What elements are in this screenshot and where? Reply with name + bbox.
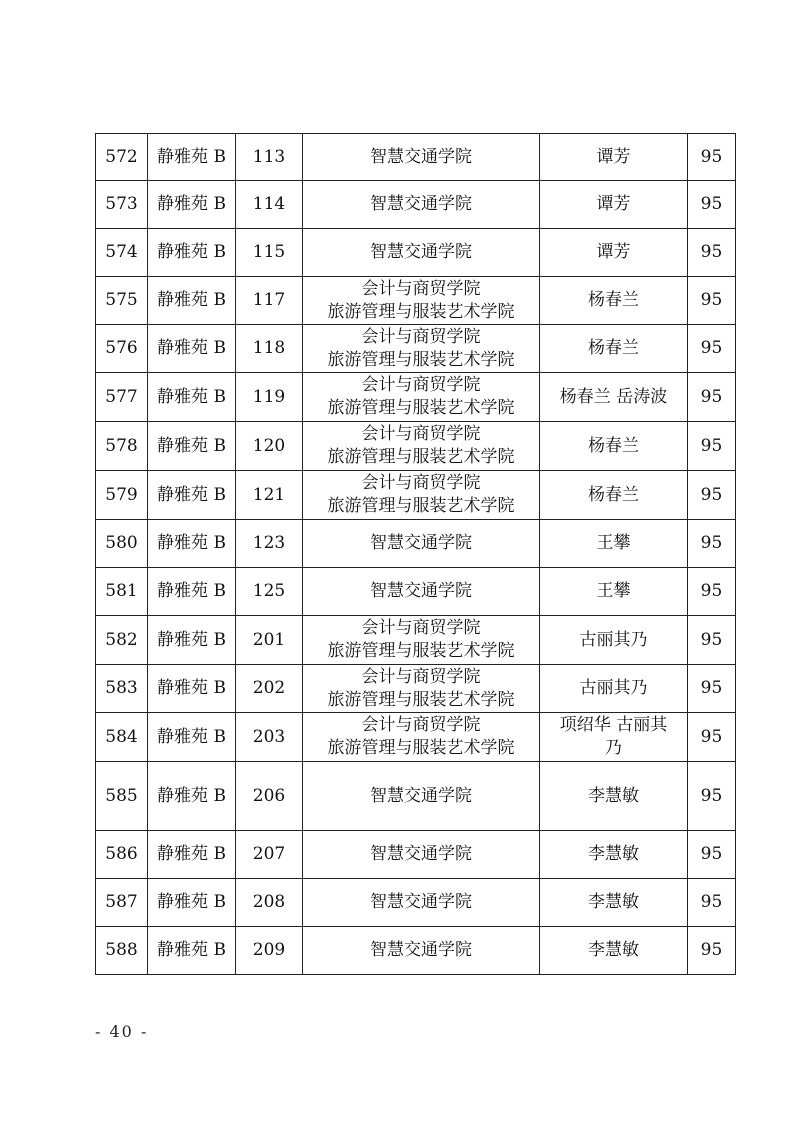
cell-number: 582 (96, 616, 148, 665)
cell-person-line: 杨春兰 (588, 484, 639, 505)
cell-room: 113 (236, 134, 303, 181)
cell-college-line: 旅游管理与服装艺术学院 (327, 301, 515, 322)
cell-college (303, 713, 540, 762)
cell-room: 202 (236, 665, 303, 713)
cell-score: 95 (688, 229, 736, 277)
cell-number: 584 (96, 713, 148, 762)
cell-room: 209 (236, 927, 303, 975)
cell-person (540, 713, 688, 762)
table-row (96, 277, 736, 325)
cell-building: 静雅苑 B (148, 616, 236, 665)
cell-college (303, 665, 540, 713)
cell-college-line: 智慧交通学院 (370, 844, 472, 864)
cell-college-line: 旅游管理与服装艺术学院 (327, 641, 515, 661)
cell-number: 583 (96, 665, 148, 713)
cell-building: 静雅苑 B (148, 713, 236, 762)
cell-number: 574 (96, 229, 148, 277)
cell-person-line: 王攀 (596, 533, 631, 553)
table-row (96, 762, 736, 831)
cell-college-line: 智慧交通学院 (370, 892, 472, 912)
cell-person-line: 王攀 (596, 581, 631, 601)
cell-score: 95 (688, 665, 736, 713)
cell-person (540, 568, 688, 616)
table-row (96, 181, 736, 229)
cell-person-line: 李慧敏 (588, 844, 639, 864)
cell-number: 576 (96, 325, 148, 373)
cell-person (540, 616, 688, 665)
table-row (96, 568, 736, 616)
cell-number: 586 (96, 831, 148, 879)
cell-room: 115 (236, 229, 303, 277)
table-row (96, 665, 736, 713)
cell-score: 95 (688, 879, 736, 927)
cell-room: 118 (236, 325, 303, 373)
cell-number: 585 (96, 762, 148, 831)
cell-person-line: 李慧敏 (588, 892, 639, 912)
cell-person-line: 谭芳 (596, 146, 631, 167)
cell-number: 577 (96, 373, 148, 422)
table-row (96, 520, 736, 568)
cell-score: 95 (688, 616, 736, 665)
cell-college (303, 927, 540, 975)
cell-room: 123 (236, 520, 303, 568)
cell-number: 581 (96, 568, 148, 616)
cell-room: 207 (236, 831, 303, 879)
cell-college-line: 会计与商贸学院 (361, 278, 481, 299)
cell-room: 201 (236, 616, 303, 665)
cell-number: 575 (96, 277, 148, 325)
cell-building: 静雅苑 B (148, 927, 236, 975)
cell-person-line: 杨春兰 (588, 435, 639, 456)
cell-college-line: 旅游管理与服装艺术学院 (327, 738, 515, 758)
cell-building: 静雅苑 B (148, 520, 236, 568)
cell-person (540, 831, 688, 879)
cell-person (540, 325, 688, 373)
cell-person-line: 杨春兰 岳涛波 (559, 386, 668, 407)
cell-college-line: 智慧交通学院 (370, 785, 472, 806)
table-row (96, 927, 736, 975)
cell-person-line: 谭芳 (596, 242, 631, 262)
cell-person-line: 李慧敏 (588, 940, 639, 960)
cell-college (303, 568, 540, 616)
cell-college (303, 616, 540, 665)
table-row (96, 831, 736, 879)
cell-building: 静雅苑 B (148, 831, 236, 879)
table-row (96, 616, 736, 665)
cell-college-line: 旅游管理与服装艺术学院 (327, 447, 515, 467)
cell-number: 572 (96, 134, 148, 181)
cell-college-line: 旅游管理与服装艺术学院 (327, 689, 515, 710)
cell-person (540, 422, 688, 471)
cell-person (540, 373, 688, 422)
cell-college-line: 智慧交通学院 (370, 940, 472, 960)
cell-building: 静雅苑 B (148, 568, 236, 616)
cell-college-line: 智慧交通学院 (370, 533, 472, 553)
cell-person (540, 520, 688, 568)
cell-college (303, 325, 540, 373)
cell-building: 静雅苑 B (148, 277, 236, 325)
cell-person (540, 277, 688, 325)
table-row (96, 879, 736, 927)
cell-college (303, 762, 540, 831)
cell-college-line: 会计与商贸学院 (361, 715, 481, 735)
cell-building: 静雅苑 B (148, 665, 236, 713)
cell-number: 588 (96, 927, 148, 975)
cell-college (303, 471, 540, 520)
cell-number: 580 (96, 520, 148, 568)
cell-score: 95 (688, 134, 736, 181)
table-row (96, 373, 736, 422)
cell-building: 静雅苑 B (148, 422, 236, 471)
cell-person (540, 879, 688, 927)
cell-score: 95 (688, 181, 736, 229)
table-row (96, 471, 736, 520)
cell-room: 121 (236, 471, 303, 520)
cell-person (540, 229, 688, 277)
cell-person (540, 927, 688, 975)
cell-score: 95 (688, 373, 736, 422)
cell-room: 208 (236, 879, 303, 927)
cell-number: 587 (96, 879, 148, 927)
cell-person-line: 古丽其乃 (579, 678, 648, 698)
table-row (96, 229, 736, 277)
cell-person-line: 谭芳 (596, 194, 631, 214)
cell-score: 95 (688, 713, 736, 762)
table-row (96, 325, 736, 373)
cell-college-line: 会计与商贸学院 (361, 666, 481, 687)
cell-college (303, 277, 540, 325)
cell-person-line: 乃 (605, 738, 622, 758)
cell-college (303, 181, 540, 229)
cell-score: 95 (688, 325, 736, 373)
cell-building: 静雅苑 B (148, 325, 236, 373)
cell-person-line: 古丽其乃 (579, 629, 648, 650)
cell-score: 95 (688, 277, 736, 325)
cell-college-line: 旅游管理与服装艺术学院 (327, 398, 515, 418)
table-body (96, 134, 736, 975)
cell-score: 95 (688, 471, 736, 520)
cell-college (303, 373, 540, 422)
cell-building: 静雅苑 B (148, 134, 236, 181)
cell-person-line: 杨春兰 (588, 290, 639, 310)
cell-score: 95 (688, 831, 736, 879)
cell-college (303, 134, 540, 181)
cell-room: 114 (236, 181, 303, 229)
cell-person (540, 665, 688, 713)
cell-score: 95 (688, 520, 736, 568)
cell-person-line: 项绍华 古丽其 (559, 715, 668, 735)
cell-number: 578 (96, 422, 148, 471)
cell-building: 静雅苑 B (148, 229, 236, 277)
cell-building: 静雅苑 B (148, 373, 236, 422)
cell-college (303, 831, 540, 879)
cell-college-line: 旅游管理与服装艺术学院 (327, 496, 515, 516)
cell-person (540, 762, 688, 831)
cell-college-line: 会计与商贸学院 (361, 326, 481, 347)
cell-person (540, 134, 688, 181)
cell-college-line: 旅游管理与服装艺术学院 (327, 349, 515, 370)
cell-college (303, 520, 540, 568)
cell-room: 125 (236, 568, 303, 616)
table-row (96, 713, 736, 762)
cell-college-line: 智慧交通学院 (370, 581, 472, 601)
cell-college-line: 会计与商贸学院 (361, 473, 481, 493)
cell-college-line: 智慧交通学院 (370, 146, 472, 167)
cell-building: 静雅苑 B (148, 762, 236, 831)
cell-building: 静雅苑 B (148, 471, 236, 520)
cell-college (303, 422, 540, 471)
cell-score: 95 (688, 927, 736, 975)
cell-score: 95 (688, 422, 736, 471)
cell-person-line: 李慧敏 (588, 785, 639, 806)
cell-college-line: 智慧交通学院 (370, 242, 472, 262)
cell-number: 579 (96, 471, 148, 520)
cell-person-line: 杨春兰 (588, 338, 639, 358)
cell-person (540, 471, 688, 520)
cell-score: 95 (688, 762, 736, 831)
cell-room: 120 (236, 422, 303, 471)
cell-person (540, 181, 688, 229)
cell-score: 95 (688, 568, 736, 616)
cell-college-line: 会计与商贸学院 (361, 424, 481, 444)
dormitory-score-table (95, 133, 736, 975)
cell-building: 静雅苑 B (148, 879, 236, 927)
cell-college-line: 会计与商贸学院 (361, 375, 481, 395)
cell-room: 206 (236, 762, 303, 831)
cell-college (303, 229, 540, 277)
cell-room: 119 (236, 373, 303, 422)
cell-number: 573 (96, 181, 148, 229)
table-row (96, 422, 736, 471)
cell-room: 117 (236, 277, 303, 325)
cell-college (303, 879, 540, 927)
page-number: - 40 - (95, 1022, 149, 1041)
cell-college-line: 智慧交通学院 (370, 194, 472, 214)
cell-college-line: 会计与商贸学院 (361, 618, 481, 638)
table-row (96, 134, 736, 181)
cell-building: 静雅苑 B (148, 181, 236, 229)
cell-room: 203 (236, 713, 303, 762)
